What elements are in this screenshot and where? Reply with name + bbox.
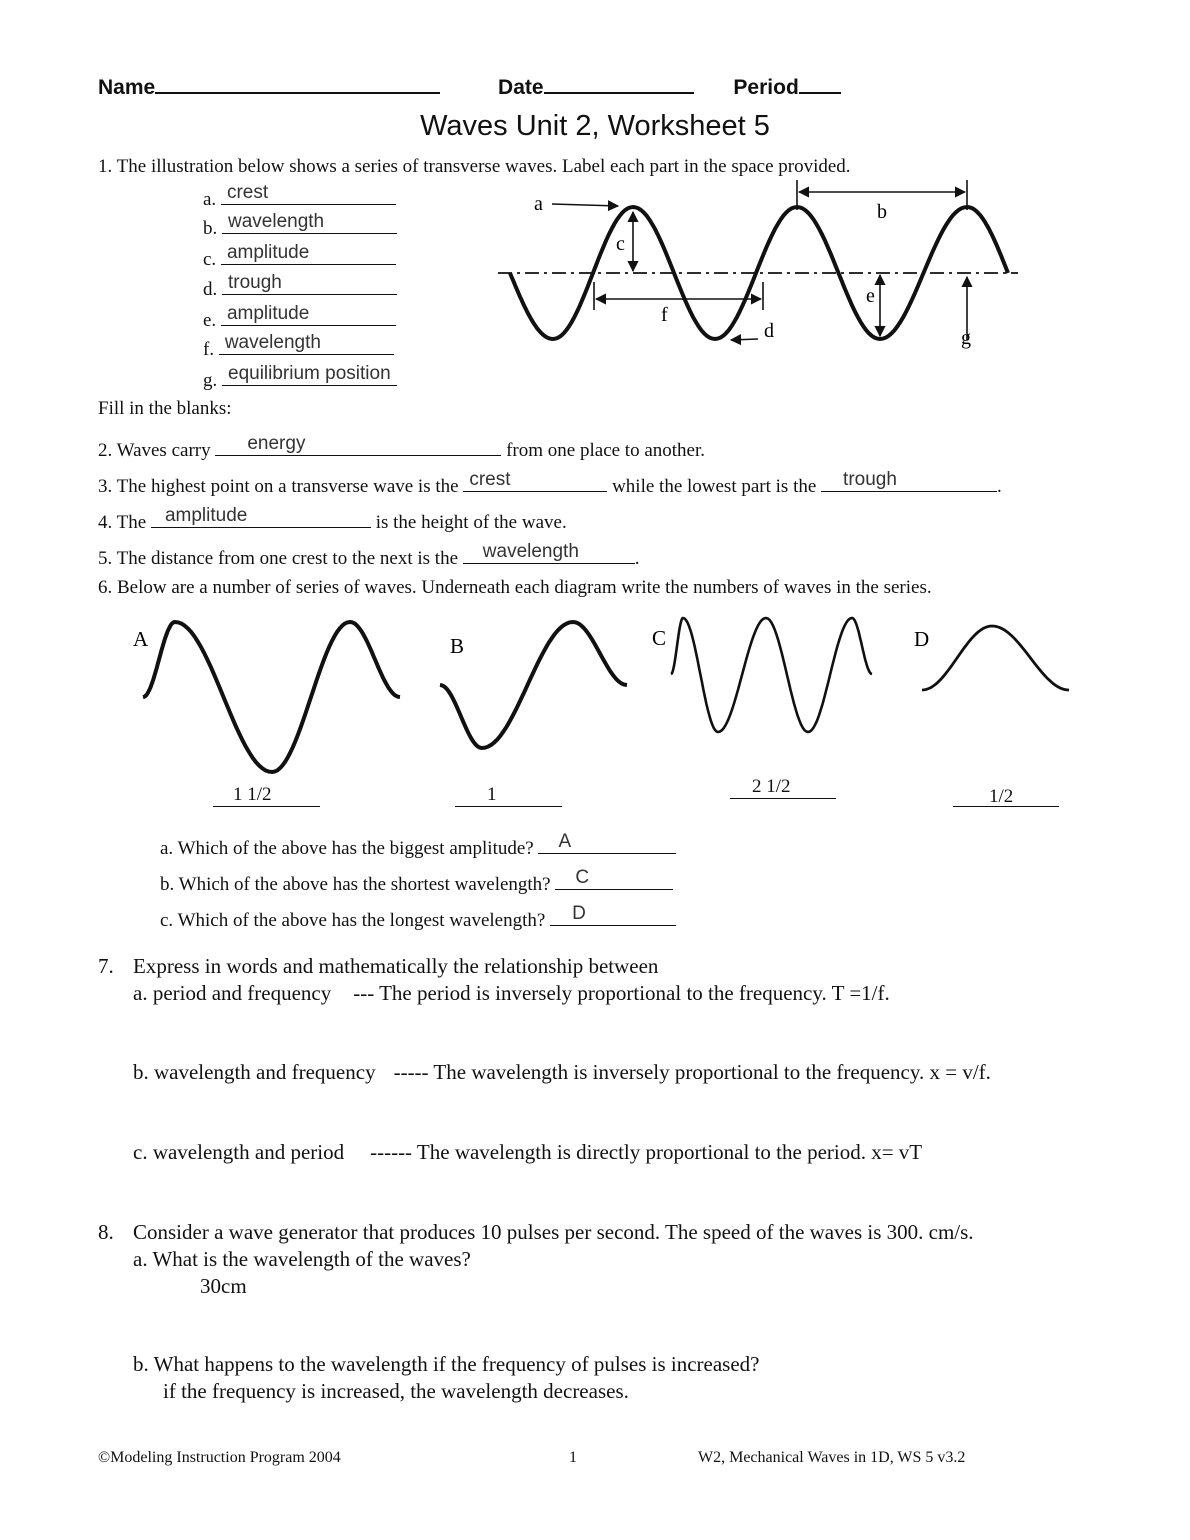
page-title: Waves Unit 2, Worksheet 5 bbox=[420, 110, 770, 142]
q1-item: f. wavelength bbox=[203, 332, 394, 361]
diagram-label-g: g bbox=[961, 327, 971, 349]
wave-A bbox=[143, 622, 400, 772]
q1-item: c. amplitude bbox=[203, 242, 396, 271]
q7b: b. wavelength and frequency ----- The wavelength is inversely proportional to the frequency. x = v/f. bbox=[133, 1060, 991, 1084]
diagram-A-label: A bbox=[133, 627, 149, 651]
q1-prompt: 1. The illustration below shows a series of transverse waves. Label each part in the space provided. bbox=[98, 156, 851, 177]
q4: 4. The amplitude is the height of the wave. bbox=[98, 505, 567, 533]
diagram-B-label: B bbox=[450, 634, 465, 658]
q8-number: 8. bbox=[98, 1220, 114, 1244]
q7-number: 7. bbox=[98, 954, 114, 978]
q3: 3. The highest point on a transverse wave is the crest while the lowest part is the trough . bbox=[98, 469, 1002, 497]
q1-item: d. trough bbox=[203, 272, 397, 301]
q7a: a. period and frequency --- The period is inversely proportional to the frequency. T =1/f. bbox=[133, 981, 890, 1005]
q8b-answer: if the frequency is increased, the wavelength decreases. bbox=[163, 1379, 629, 1403]
q7c: c. wavelength and period ------ The wavelength is directly proportional to the period. x= vT bbox=[133, 1140, 923, 1164]
answer-B[interactable]: 1 bbox=[455, 784, 562, 807]
q5: 5. The distance from one crest to the next is the wavelength . bbox=[98, 541, 640, 569]
q6-prompt: 6. Below are a number of series of waves. Underneath each diagram write the numbers of waves in the series. bbox=[98, 577, 932, 598]
q8-prompt: Consider a wave generator that produces 10 pulses per second. The speed of the waves is 300. cm/s. bbox=[133, 1220, 974, 1244]
q8b-question: b. What happens to the wavelength if the frequency of pulses is increased? bbox=[133, 1352, 760, 1376]
q4-blank[interactable]: amplitude bbox=[151, 505, 371, 528]
q2-blank[interactable]: energy bbox=[215, 433, 501, 456]
fill-in-heading: Fill in the blanks: bbox=[98, 398, 232, 419]
footer-left: ©Modeling Instruction Program 2004 bbox=[98, 1449, 341, 1466]
diagram-D-label: D bbox=[914, 627, 930, 651]
q3-blank-1[interactable]: crest bbox=[463, 469, 607, 492]
q2: 2. Waves carry energy from one place to another. bbox=[98, 433, 706, 461]
diagram-label-d: d bbox=[764, 320, 774, 342]
diagram-label-b: b bbox=[877, 201, 887, 223]
q5-blank[interactable]: wavelength bbox=[463, 541, 635, 564]
answer-D[interactable]: 1/2 bbox=[953, 784, 1059, 807]
wave-D bbox=[922, 626, 1069, 690]
q8a-answer: 30cm bbox=[200, 1274, 247, 1298]
diagram-label-f: f bbox=[661, 304, 668, 326]
wave-B bbox=[440, 622, 627, 748]
footer-page-number: 1 bbox=[569, 1449, 577, 1466]
name-label: Name bbox=[98, 76, 156, 99]
q1-item: b. wavelength bbox=[203, 211, 397, 240]
transverse-wave-diagram bbox=[0, 0, 1190, 420]
answer-C[interactable]: 2 1/2 bbox=[730, 776, 836, 799]
footer-right: W2, Mechanical Waves in 1D, WS 5 v3.2 bbox=[698, 1449, 966, 1466]
q6c: c. Which of the above has the longest wavelength? D bbox=[160, 903, 676, 932]
period-label: Period bbox=[733, 76, 799, 99]
wave-C bbox=[671, 618, 872, 732]
answer-A[interactable]: 1 1/2 bbox=[213, 784, 320, 807]
q7-prompt: Express in words and mathematically the relationship between bbox=[133, 954, 659, 978]
q1-item: e. amplitude bbox=[203, 303, 396, 332]
diagram-C-label: C bbox=[652, 626, 667, 650]
diagram-label-a: a bbox=[534, 193, 543, 215]
diagram-label-c: c bbox=[616, 233, 625, 255]
q1-item: a. crest bbox=[203, 182, 396, 211]
q6b: b. Which of the above has the shortest wavelength? C bbox=[160, 867, 673, 896]
q1-item: g. equilibrium position bbox=[203, 363, 397, 392]
q6a: a. Which of the above has the biggest amplitude? A bbox=[160, 831, 676, 860]
date-label: Date bbox=[498, 76, 544, 99]
q8a-question: a. What is the wavelength of the waves? bbox=[133, 1247, 471, 1271]
diagram-label-e: e bbox=[866, 285, 875, 307]
q3-blank-2[interactable]: trough bbox=[821, 469, 997, 492]
